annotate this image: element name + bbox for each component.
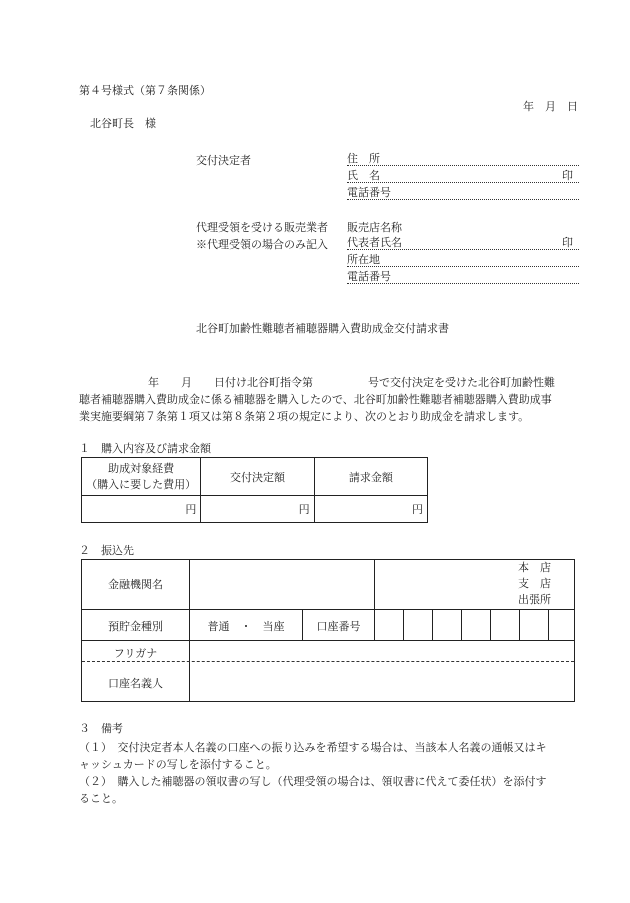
field-label: 電話番号	[347, 186, 391, 199]
amount-table	[81, 457, 428, 523]
account-number-digit-boxes[interactable]	[375, 611, 573, 639]
account-number-label: 口座番号	[316, 620, 361, 633]
column-header-eligible-cost	[82, 458, 201, 496]
yen-unit: 円	[412, 503, 423, 516]
agent-location-field	[347, 251, 579, 267]
bank-name-label: 金融機関名	[108, 578, 163, 591]
agent-shop-name-label: 販売店名称	[347, 221, 402, 234]
agent-phone-field	[347, 268, 579, 284]
bank-transfer-table	[81, 559, 575, 702]
note-1-line-2: ャッシュカードの写しを添付すること。	[79, 758, 277, 771]
branch-option-branch[interactable]: 支 店	[518, 577, 551, 590]
field-label: 住 所	[347, 152, 380, 165]
decided-amount-cell[interactable]	[201, 496, 314, 523]
body-line-1: 年 月 日付け北谷町指令第 号で交付決定を受けた北谷町加齢性難	[148, 376, 555, 389]
note-2-line-1: （２） 購入した補聴器の領収書の写し（代理受領の場合は、領収書に代えて委任状）を添付す	[79, 775, 547, 788]
applicant-name-field	[347, 167, 579, 183]
header-text: 助成対象経費	[108, 461, 175, 475]
document-title: 北谷町加齢性難聴者補聴器購入費助成金交付請求書	[196, 322, 449, 335]
branch-option-main[interactable]: 本 店	[518, 561, 551, 574]
bank-name-input[interactable]	[190, 560, 374, 608]
section1-heading: １ 購入内容及び請求金額	[79, 442, 211, 455]
eligible-cost-cell[interactable]	[82, 496, 201, 523]
date-line: 年 月 日	[523, 100, 578, 113]
applicant-heading: 交付決定者	[196, 154, 251, 167]
branch-option-sub[interactable]: 出張所	[518, 593, 551, 606]
column-header-requested-amount: 請求金額	[314, 458, 427, 496]
header-subtext: （購入に要した費用）	[86, 477, 197, 491]
account-holder-label: 口座名義人	[108, 677, 163, 690]
agent-heading: 代理受領を受ける販売業者	[196, 221, 328, 234]
note-2-line-2: ること。	[79, 792, 123, 805]
agent-representative-field	[347, 234, 579, 250]
branch-type-options[interactable]	[518, 560, 558, 608]
seal-mark: 印	[562, 236, 573, 249]
account-holder-input[interactable]	[190, 663, 574, 701]
field-label: 代表者氏名	[347, 236, 402, 249]
section3-heading: ３ 備考	[79, 722, 123, 735]
applicant-address-field	[347, 150, 579, 166]
furigana-input[interactable]	[190, 641, 574, 661]
addressee: 北谷町長 様	[90, 117, 156, 130]
form-number: 第４号様式（第７条関係）	[79, 84, 211, 97]
field-label: 所在地	[347, 253, 380, 266]
requested-amount-cell[interactable]	[314, 496, 427, 523]
applicant-phone-field	[347, 184, 579, 200]
agent-note: ※代理受領の場合のみ記入	[196, 238, 328, 251]
note-1-line-1: （１） 交付決定者本人名義の口座への振り込みを希望する場合は、当該本人名義の通帳又はキ	[79, 741, 547, 754]
yen-unit: 円	[298, 503, 310, 516]
section2-heading: ２ 振込先	[79, 544, 134, 557]
field-label: 電話番号	[347, 270, 391, 283]
body-line-2: 聴者補聴器購入費助成金に係る補聴器を購入したので、北谷町加齢性難聴者補聴器購入費助成事	[79, 393, 552, 406]
body-line-3: 業実施要綱第７条第１項又は第８条第２項の規定により、次のとおり助成金を請求します。	[79, 410, 530, 423]
deposit-type-options[interactable]: 普通 ・ 当座	[207, 620, 285, 633]
seal-mark: 印	[562, 169, 573, 182]
furigana-label: フリガナ	[113, 647, 158, 660]
field-label: 氏 名	[347, 169, 380, 182]
column-header-decided-amount: 交付決定額	[201, 458, 314, 496]
yen-unit: 円	[185, 503, 197, 516]
deposit-type-label: 預貯金種別	[108, 620, 163, 633]
